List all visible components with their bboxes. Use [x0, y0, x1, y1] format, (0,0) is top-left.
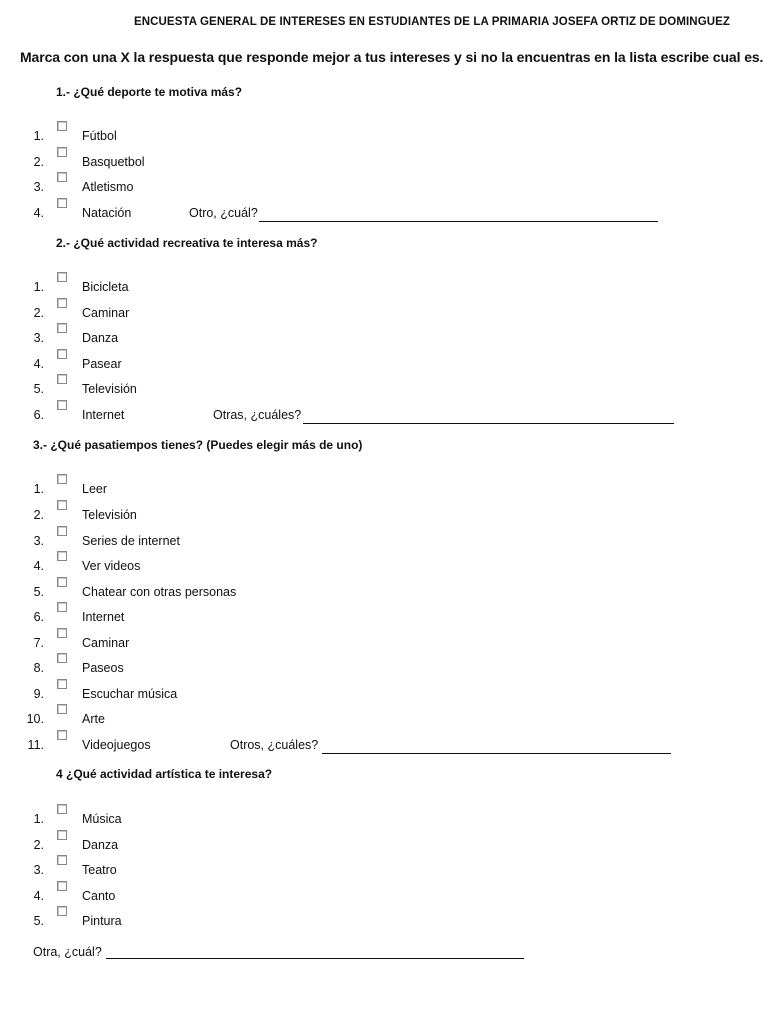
- question-3-other-answer-line[interactable]: [322, 753, 671, 754]
- option-label: Series de internet: [82, 534, 180, 548]
- option-label: Leer: [82, 482, 108, 496]
- option-number: 3.: [33, 534, 44, 548]
- option-checkbox[interactable]: [57, 349, 67, 359]
- question-3-other-label: Otros, ¿cuáles?: [230, 738, 319, 752]
- option-checkbox[interactable]: [57, 400, 67, 410]
- option-label: Televisión: [82, 508, 137, 522]
- option-row: [0, 683, 760, 703]
- option-number: 2.: [33, 838, 44, 852]
- option-number: 3.: [33, 331, 44, 345]
- option-row: [0, 176, 760, 196]
- option-checkbox[interactable]: [57, 602, 67, 612]
- option-number: 9.: [33, 687, 44, 701]
- question-3-title: 3.- ¿Qué pasatiempos tienes? (Puedes elegir más de uno): [33, 438, 363, 452]
- option-checkbox[interactable]: [57, 323, 67, 333]
- question-4-title: 4 ¿Qué actividad artística te interesa?: [56, 767, 273, 781]
- option-row: [0, 808, 760, 828]
- option-checkbox[interactable]: [57, 577, 67, 587]
- option-checkbox[interactable]: [57, 830, 67, 840]
- option-label: Fútbol: [82, 129, 117, 143]
- option-number: 3.: [33, 180, 44, 194]
- option-row: [0, 859, 760, 879]
- question-2-other-label: Otras, ¿cuáles?: [213, 408, 302, 422]
- option-row: [0, 302, 760, 322]
- option-number: 2.: [33, 306, 44, 320]
- option-label: Teatro: [82, 863, 117, 877]
- option-label: Danza: [82, 838, 119, 852]
- option-label: Caminar: [82, 306, 130, 320]
- question-1-other-label: Otro, ¿cuál?: [189, 206, 258, 220]
- option-number: 5.: [33, 585, 44, 599]
- option-checkbox[interactable]: [57, 474, 67, 484]
- option-row: [0, 530, 760, 550]
- option-row: [0, 478, 760, 498]
- option-row: [0, 504, 760, 524]
- option-label: Pintura: [82, 914, 122, 928]
- option-label: Escuchar música: [82, 687, 178, 701]
- question-4-other-answer-line[interactable]: [106, 958, 524, 959]
- option-checkbox[interactable]: [57, 147, 67, 157]
- option-number: 1.: [33, 280, 44, 294]
- option-label: Caminar: [82, 636, 130, 650]
- option-row: [0, 657, 760, 677]
- option-label: Atletismo: [82, 180, 134, 194]
- option-checkbox[interactable]: [57, 679, 67, 689]
- option-checkbox[interactable]: [57, 500, 67, 510]
- option-label: Televisión: [82, 382, 137, 396]
- option-number: 3.: [33, 863, 44, 877]
- option-row: [0, 632, 760, 652]
- option-number: 11.: [27, 738, 44, 752]
- option-number: 1.: [33, 482, 44, 496]
- option-number: 1.: [33, 812, 44, 826]
- question-1-other-answer-line[interactable]: [259, 221, 658, 222]
- option-number: 6.: [33, 610, 44, 624]
- option-row: [0, 555, 760, 575]
- option-row: [0, 404, 760, 424]
- option-number: 4.: [33, 357, 44, 371]
- option-row: [0, 734, 760, 754]
- option-label: Videojuegos: [82, 738, 151, 752]
- option-row: [0, 834, 760, 854]
- option-checkbox[interactable]: [57, 804, 67, 814]
- option-row: [0, 606, 760, 626]
- option-label: Bicicleta: [82, 280, 129, 294]
- question-2-other-answer-line[interactable]: [303, 423, 674, 424]
- option-row: [0, 353, 760, 373]
- option-row: [0, 378, 760, 398]
- option-label: Arte: [82, 712, 105, 726]
- option-label: Chatear con otras personas: [82, 585, 237, 599]
- option-number: 4.: [33, 559, 44, 573]
- option-row: [0, 327, 760, 347]
- option-checkbox[interactable]: [57, 121, 67, 131]
- option-row: [0, 125, 760, 145]
- option-number: 6.: [33, 408, 44, 422]
- option-checkbox[interactable]: [57, 653, 67, 663]
- option-label: Pasear: [82, 357, 122, 371]
- option-checkbox[interactable]: [57, 730, 67, 740]
- option-number: 5.: [33, 914, 44, 928]
- option-row: [0, 910, 760, 930]
- option-label: Canto: [82, 889, 116, 903]
- option-number: 2.: [33, 508, 44, 522]
- option-row: [0, 202, 760, 222]
- option-row: [0, 151, 760, 171]
- option-number: 8.: [33, 661, 44, 675]
- option-number: 2.: [33, 155, 44, 169]
- option-label: Ver videos: [82, 559, 141, 573]
- option-checkbox[interactable]: [57, 198, 67, 208]
- option-checkbox[interactable]: [57, 526, 67, 536]
- option-checkbox[interactable]: [57, 272, 67, 282]
- option-row: [0, 708, 760, 728]
- option-number: 5.: [33, 382, 44, 396]
- option-label: Paseos: [82, 661, 124, 675]
- option-label: Basquetbol: [82, 155, 145, 169]
- option-number: 10.: [26, 712, 44, 726]
- option-checkbox[interactable]: [57, 298, 67, 308]
- option-row: [0, 276, 760, 296]
- option-checkbox[interactable]: [57, 704, 67, 714]
- option-checkbox[interactable]: [57, 551, 67, 561]
- option-number: 4.: [33, 889, 44, 903]
- option-number: 1.: [33, 129, 44, 143]
- option-checkbox[interactable]: [57, 855, 67, 865]
- option-label: Natación: [82, 206, 132, 220]
- option-label: Danza: [82, 331, 119, 345]
- instructions-text: Marca con una X la respuesta que responde mejor a tus intereses y si no la encuentras en la lista escribe cual es.: [20, 49, 764, 65]
- option-number: 4.: [33, 206, 44, 220]
- option-checkbox[interactable]: [57, 172, 67, 182]
- option-label: Internet: [82, 610, 125, 624]
- option-number: 7.: [33, 636, 44, 650]
- option-label: Música: [82, 812, 122, 826]
- question-2-title: 2.- ¿Qué actividad recreativa te interesa más?: [56, 236, 318, 250]
- option-checkbox[interactable]: [57, 374, 67, 384]
- option-checkbox[interactable]: [57, 628, 67, 638]
- option-label: Internet: [82, 408, 125, 422]
- question-4-other-label: Otra, ¿cuál?: [33, 945, 102, 959]
- option-checkbox[interactable]: [57, 881, 67, 891]
- document-title: ENCUESTA GENERAL DE INTERESES EN ESTUDIANTES DE LA PRIMARIA JOSEFA ORTIZ DE DOMINGUEZ: [133, 16, 731, 28]
- question-1-title: 1.- ¿Qué deporte te motiva más?: [56, 85, 243, 99]
- option-row: [0, 581, 760, 601]
- option-row: [0, 885, 760, 905]
- option-checkbox[interactable]: [57, 906, 67, 916]
